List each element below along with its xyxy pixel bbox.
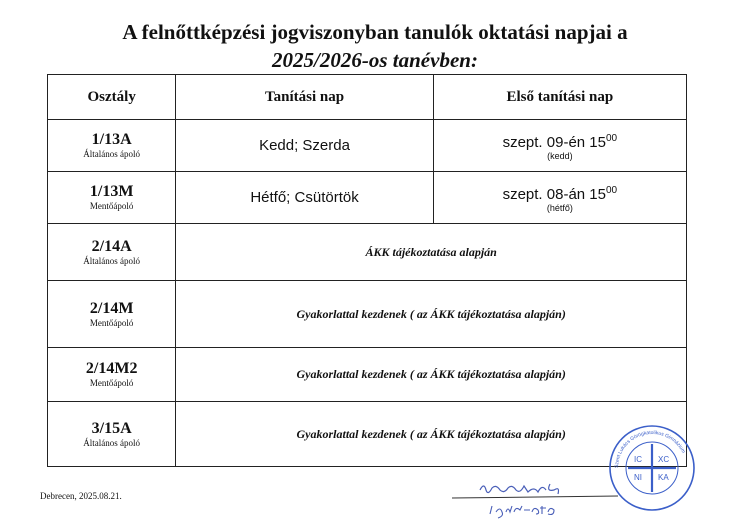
signature <box>450 476 620 524</box>
schedule-note: Gyakorlattal kezdenek ( az ÁKK tájékoztatása alapján) <box>176 402 687 467</box>
seal-letters-ni: NI <box>634 473 642 482</box>
signature-stroke <box>480 484 559 494</box>
first-day-cell <box>433 120 686 172</box>
header-first-day: Első tanítási nap <box>433 75 686 120</box>
table-row <box>48 402 687 467</box>
class-subtitle: Általános ápoló <box>83 149 141 159</box>
class-code: 1/13M <box>89 183 134 200</box>
schedule-note: ÁKK tájékoztatása alapján <box>176 224 687 281</box>
table-row <box>48 348 687 402</box>
class-cell <box>48 281 176 348</box>
schedule-table <box>47 74 687 467</box>
institution-seal <box>608 414 696 522</box>
first-day-weekday: (kedd) <box>547 150 573 161</box>
class-cell <box>48 120 176 172</box>
teaching-days: Hétfő; Csütörtök <box>176 172 433 224</box>
schedule-note: Gyakorlattal kezdenek ( az ÁKK tájékoztatása alapján) <box>176 348 687 402</box>
class-code: 2/14A <box>91 237 132 255</box>
class-code: 2/14M <box>89 299 134 317</box>
header-class: Osztály <box>48 75 176 120</box>
class-cell <box>48 172 176 224</box>
class-code: 2/14M2 <box>85 360 138 377</box>
document-title-line2: 2025/2026-os tanévben: <box>272 48 478 72</box>
signature-role-handwriting <box>490 506 554 518</box>
seal-letters-ka: KA <box>658 473 669 482</box>
first-date: szept. 09-én 15 <box>502 133 606 151</box>
class-subtitle: Általános ápoló <box>83 255 141 266</box>
class-subtitle: Mentőápoló <box>89 378 134 388</box>
teaching-days: Kedd; Szerda <box>176 120 433 172</box>
class-subtitle: Mentőápoló <box>89 201 134 211</box>
first-day-weekday: (hétfő) <box>546 202 573 213</box>
class-code: 3/15A <box>91 419 132 437</box>
seal-ring-text: Szent Lukács Görögkatolikus Gimnázium <box>613 429 687 469</box>
seal-letters-ic: IC <box>634 455 642 464</box>
class-cell <box>48 402 176 467</box>
table-row <box>48 281 687 348</box>
table-header-row <box>48 75 687 120</box>
document-title-line1: A felnőttképzési jogviszonyban tanulók oktatási napjai a <box>122 20 628 44</box>
class-subtitle: Mentőápoló <box>89 317 134 328</box>
signature-line <box>452 496 618 498</box>
first-date: szept. 08-án 15 <box>502 185 606 203</box>
class-cell <box>48 348 176 402</box>
seal-cross <box>628 444 676 492</box>
class-cell <box>48 224 176 281</box>
schedule-note: Gyakorlattal kezdenek ( az ÁKK tájékoztatása alapján) <box>176 281 687 348</box>
class-subtitle: Általános ápoló <box>83 437 141 448</box>
class-code: 1/13A <box>91 131 132 148</box>
first-time-minutes: 00 <box>605 132 618 144</box>
first-time-minutes: 00 <box>605 184 618 196</box>
first-day-cell <box>433 172 686 224</box>
seal-letters-xc: XC <box>658 455 670 464</box>
header-teaching-day: Tanítási nap <box>176 75 433 120</box>
table-row <box>48 172 687 224</box>
place-date: Debrecen, 2025.08.21. <box>40 491 122 501</box>
table-row <box>48 224 687 281</box>
table-row <box>48 120 687 172</box>
